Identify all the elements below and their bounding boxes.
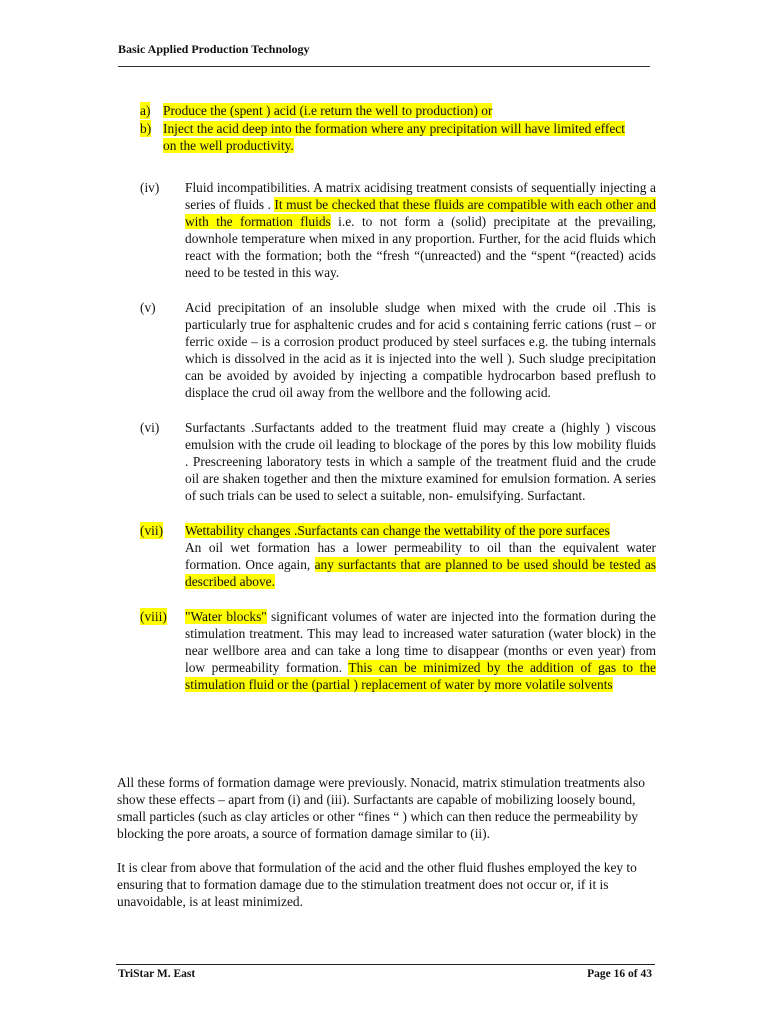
options-list	[140, 102, 640, 155]
item-viii	[140, 608, 656, 693]
item-text: An oil wet formation has a lower permeability to oil than the equivalent water formation. Once again,	[185, 540, 656, 572]
item-body	[185, 608, 656, 693]
item-body	[185, 522, 656, 590]
item-heading: Wettability changes .Surfactants can change the wettability of the pore surfaces	[185, 523, 610, 538]
header-rule	[118, 66, 650, 67]
item-marker: (vi)	[140, 420, 160, 435]
footer-author: TriStar M. East	[118, 968, 196, 980]
paragraph: It is clear from above that formulation of the acid and the other fluid flushes employed the key to ensuring that to formation damage due to the stimulation treatment does not occur or, if it is unavoidable, is at least minimized.	[117, 860, 637, 909]
item-text: i.e. to not form a (solid) precipitate at the prevailing, downhole temperature when mixed in any proportion. Further, for the acid fluids which react with the formation; both the “fresh “(unreacted) and the “spent “(reacted) acids need to be tested in this way.	[185, 214, 656, 280]
item-iv	[140, 179, 656, 281]
paragraph: All these forms of formation damage were previously. Nonacid, matrix stimulation treatments also show these effects – apart from (i) and (iii). Surfactants are capable of mobilizing loosely bound, small particles (such as clay articles or other “fines “ ) which can then reduce the permeability by blocking the pore aroats, a source of formation damage similar to (ii).	[117, 775, 645, 841]
item-body	[185, 179, 656, 281]
damage-list	[140, 179, 656, 711]
item-v	[140, 299, 656, 401]
item-marker: (v)	[140, 300, 156, 315]
highlighted-text: This can be minimized by the addition of gas to the stimulation fluid or the (partial ) replacement of water by more volatile solvents	[185, 660, 656, 692]
option-b	[140, 120, 640, 154]
page-number: Page 16 of 43	[587, 968, 652, 980]
item-body: Surfactants .Surfactants added to the treatment fluid may create a (highly ) viscous emulsion with the crude oil leading to blockage of the pores by this low mobility fluids . Prescreening laboratory tests in which a sample of the treatment fluid and the crude oil are shaken together and then the mixture examined for emulsion formation. A series of such trials can be used to select a suitable, non- emulsifying. Surfactant.	[185, 420, 656, 503]
item-text: Fluid incompatibilities. A matrix acidising treatment consists of sequentially injecting a series of fluids .	[185, 180, 656, 212]
item-body: Acid precipitation of an insoluble sludge when mixed with the crude oil .This is particularly true for asphaltenic crudes and for acid s containing ferric cations (rust – or ferric oxide – is a corrosion product produced by steel surfaces e.g. the tubing internals which is dissolved in the acid as it is injected into the well ). Such sludge precipitation can be avoided by avoided by injecting a compatible hydrocarbon based preflush to displace the crud oil away from the wellbore and the following acid.	[185, 300, 656, 400]
item-vi	[140, 419, 656, 504]
item-marker: (viii)	[140, 609, 167, 624]
footer-rule	[116, 964, 655, 965]
item-text: significant volumes of water are injected into the formation during the stimulation treatment. This may lead to increased water saturation (water block) in the near wellbore area and can take a long time to disappear (months or even year) from low permeability formation.	[185, 609, 656, 675]
highlighted-text: any surfactants that are planned to be used should be tested as described above.	[185, 557, 656, 589]
running-header: Basic Applied Production Technology	[118, 42, 310, 56]
item-vii	[140, 522, 656, 590]
option-text: Produce the (spent ) acid (i.e return the well to production) or	[163, 103, 493, 118]
option-marker: a)	[140, 103, 151, 118]
highlighted-text: "Water blocks"	[185, 609, 267, 624]
option-marker: b)	[140, 121, 152, 136]
option-text: Inject the acid deep into the formation where any precipitation will have limited effect on the well productivity.	[163, 121, 625, 153]
highlighted-text: It must be checked that these fluids are compatible with each other and with the formation fluids	[185, 197, 656, 229]
item-marker: (vii)	[140, 523, 164, 538]
item-marker: (iv)	[140, 180, 160, 195]
body-paragraphs	[117, 774, 655, 927]
option-a	[140, 102, 640, 119]
